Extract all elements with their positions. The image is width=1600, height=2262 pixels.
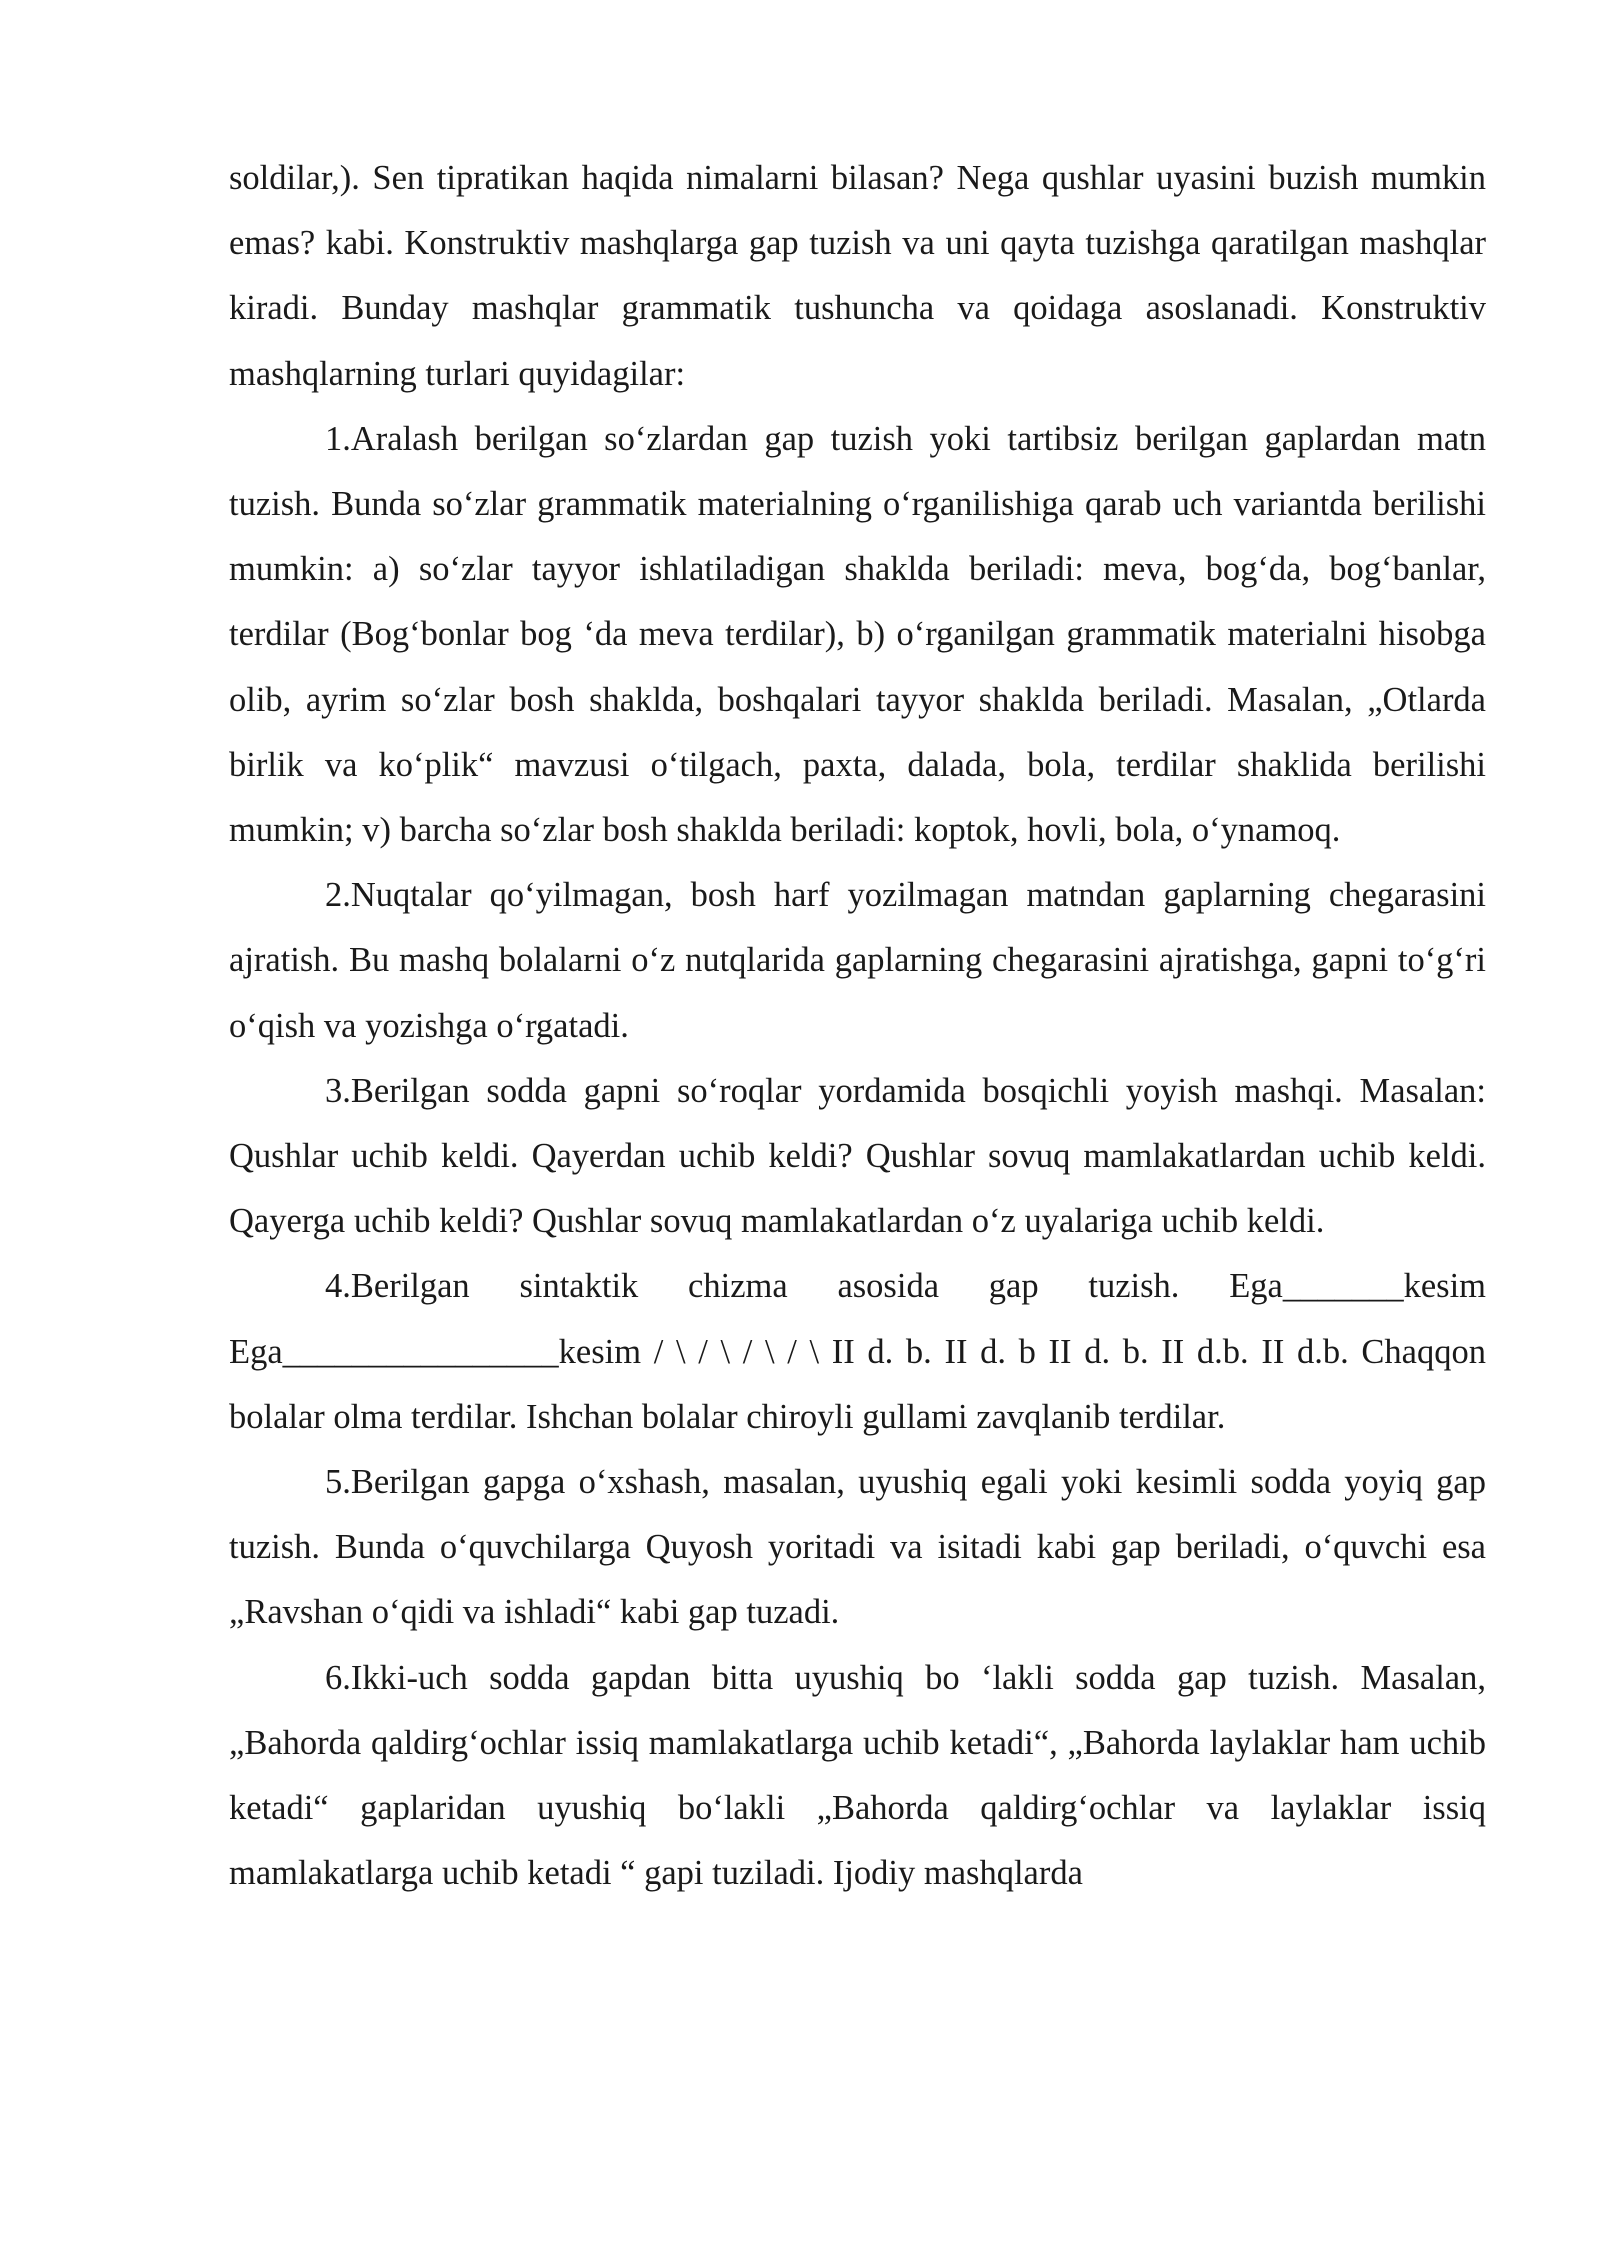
document-page bbox=[229, 146, 1486, 1906]
paragraph-exercise-1: 1.Aralash berilgan so‘zlardan gap tuzish yoki tartibsiz berilgan gaplardan matn tuzish. Bunda so‘zlar grammatik materialning o‘rganilishiga qarab uch variantda berilishi mumkin: a) so‘zlar tayyor ishlatiladigan shaklda beriladi: meva, bog‘da, bog‘banlar, terdilar (Bog‘bonlar bog ‘da meva terdilar), b) o‘rganilgan grammatik materialni hisobga olib, ayrim so‘zlar bosh shaklda, boshqalari tayyor shaklda beriladi. Masalan, „Otlarda birlik va ko‘plik“ mavzusi o‘tilgach, paxta, dalada, bola, terdilar shaklida berilishi mumkin; v) barcha so‘zlar bosh shaklda beriladi: koptok, hovli, bola, o‘ynamoq. bbox=[229, 419, 1486, 850]
paragraph-exercise-4: 4.Berilgan sintaktik chizma asosida gap tuzish. Ega_______kesim Ega________________kesim / \ / \ / \ / \ II d. b. II d. b II d. b. II d.b. II d.b. Chaqqon bolalar olma terdilar. Ishchan bolalar chiroyli gullami zavqlanib terdilar. bbox=[229, 1267, 1486, 1436]
paragraph-continuation: soldilar,). Sen tipratikan haqida nimalarni bilasan? Nega qushlar uyasini buzish mumkin emas? kabi. Konstruktiv mashqlarga gap tuzish va uni qayta tuzishga qaratilgan mashqlar kiradi. Bunday mashqlar grammatik tushuncha va qoidaga asoslanadi. Konstruktiv mashqlarning turlari quyidagilar: bbox=[229, 159, 1486, 393]
paragraph-exercise-2: 2.Nuqtalar qo‘yilmagan, bosh harf yozilmagan matndan gaplarning chegarasini ajratish. Bu mashq bolalarni o‘z nutqlarida gaplarning chegarasini ajratishga, gapni to‘g‘ri o‘qish va yozishga o‘rgatadi. bbox=[229, 876, 1486, 1045]
paragraph-exercise-6: 6.Ikki-uch sodda gapdan bitta uyushiq bo ‘lakli sodda gap tuzish. Masalan, „Bahorda qaldirg‘ochlar issiq mamlakatlarga uchib ketadi“, „Bahorda laylaklar ham uchib ketadi“ gaplaridan uyushiq bo‘lakli „Bahorda qaldirg‘ochlar va laylaklar issiq mamlakatlarga uchib ketadi “ gapi tuziladi. Ijodiy mashqlarda bbox=[229, 1658, 1486, 1893]
paragraph-exercise-3: 3.Berilgan sodda gapni so‘roqlar yordamida bosqichli yoyish mashqi. Masalan: Qushlar uchib keldi. Qayerdan uchib keldi? Qushlar sovuq mamlakatlardan uchib keldi. Qayerga uchib keldi? Qushlar sovuq mamlakatlardan o‘z uyalariga uchib keldi. bbox=[229, 1071, 1486, 1241]
paragraph-exercise-5: 5.Berilgan gapga o‘xshash, masalan, uyushiq egali yoki kesimli sodda yoyiq gap tuzish. Bunda o‘quvchilarga Quyosh yoritadi va isitadi kabi gap beriladi, o‘quvchi esa „Ravshan o‘qidi va ishladi“ kabi gap tuzadi. bbox=[229, 1463, 1486, 1632]
